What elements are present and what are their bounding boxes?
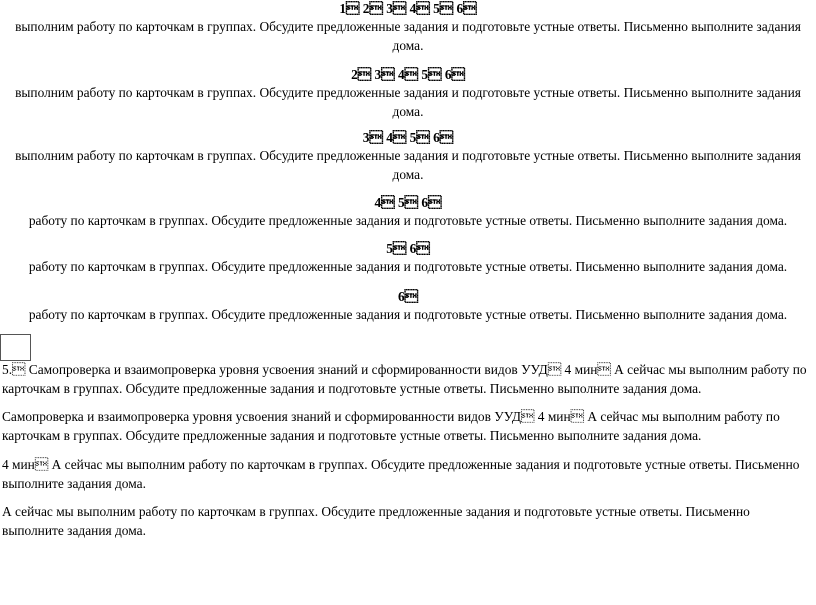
group-text: выполним работу по карточкам в группах. Обсудите предложенные задания и подготовьте устные ответы. Письменно выполните задания дома. — [15, 148, 801, 182]
card-group-5 — [0, 240, 816, 276]
group-numbers: 4 5 6 — [374, 195, 442, 210]
paragraph-2: Самопроверка и взаимопроверка уровня усвоения знаний и сформированности видов УУД 4 мин А сейчас мы выполним работу по карточкам в группах. Обсудите предложенные задания и подготовьте устные ответы. Письменно выполните задания дома. — [2, 409, 780, 443]
paragraph-3: 4 мин А сейчас мы выполним работу по карточкам в группах. Обсудите предложенные задания и подготовьте устные ответы. Письменно выполните задания дома. — [2, 457, 800, 491]
card-group-6 — [0, 288, 816, 324]
group-numbers: 2 3 4 5 6 — [351, 67, 465, 82]
group-text: работу по карточкам в группах. Обсудите предложенные задания и подготовьте устные ответы. Письменно выполните задания дома. — [28, 259, 788, 274]
group-text: работу по карточкам в группах. Обсудите предложенные задания и подготовьте устные ответы. Письменно выполните задания дома. — [28, 213, 788, 228]
group-text: выполним работу по карточкам в группах. Обсудите предложенные задания и подготовьте устные ответы. Письменно выполните задания дома. — [15, 19, 801, 53]
card-group-2 — [0, 66, 816, 121]
group-numbers: 3 4 5 6 — [362, 130, 454, 145]
group-numbers: 6 — [397, 289, 419, 304]
group-text: работу по карточкам в группах. Обсудите предложенные задания и подготовьте устные ответы. Письменно выполните задания дома. — [28, 307, 788, 322]
card-group-3 — [0, 129, 816, 184]
paragraph-4: А сейчас мы выполним работу по карточкам в группах. Обсудите предложенные задания и подготовьте устные ответы. Письменно выполните задания дома. — [2, 504, 750, 538]
group-text: выполним работу по карточкам в группах. Обсудите предложенные задания и подготовьте устные ответы. Письменно выполните задания дома. — [15, 85, 801, 119]
card-group-1 — [0, 0, 816, 55]
card-group-4 — [0, 194, 816, 230]
group-numbers: 1 2 3 4 5 6 — [339, 1, 477, 16]
paragraph-1: 5. Самопроверка и взаимопроверка уровня усвоения знаний и сформированности видов УУД 4 мин А сейчас мы выполним работу по карточкам в группах. Обсудите предложенные задания и подготовьте устные ответы. Письменно выполните задания дома. — [2, 362, 807, 396]
group-numbers: 5 6 — [386, 241, 430, 256]
empty-box — [0, 334, 31, 361]
